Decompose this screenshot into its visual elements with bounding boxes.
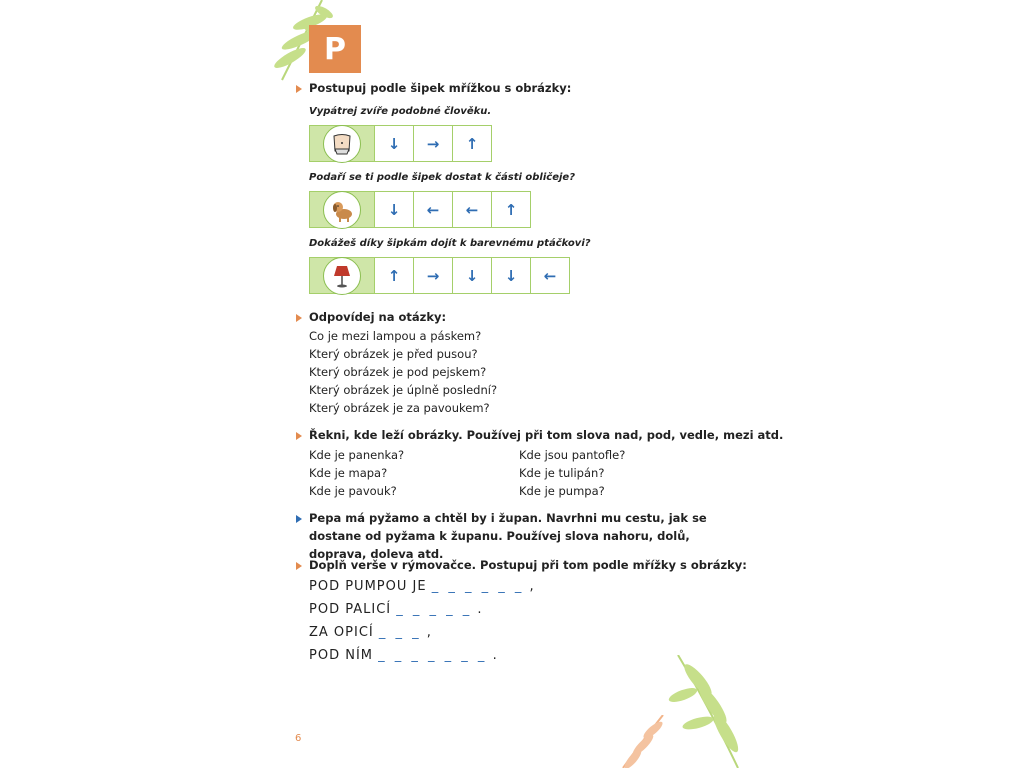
leaf-bottom-orange-icon [618,715,668,768]
rhyme-end: , [529,579,535,594]
arrow-cell: ↑ [491,191,531,228]
picture-cell [309,257,375,294]
question-line: Který obrázek je úplně poslední? [309,383,498,397]
arrow-cell: ↓ [374,191,414,228]
bullet-icon [296,562,302,570]
question-line: Který obrázek je za pavoukem? [309,401,490,415]
rhyme-text: POD NÍM [309,648,373,663]
bullet-icon [296,432,302,440]
rhyme-end: . [477,602,483,617]
section4-text: Pepa má pyžamo a chtěl by i župan. Navrhni mu cestu, jak se dostane od pyžama k županu. Používej slova nahoru, dolů, doprava, doleva atd. [309,511,707,561]
belly-button-icon [323,125,361,163]
question-line: Který obrázek je pod pejskem? [309,365,487,379]
rhyme-line [309,579,535,594]
arrow-cell: ↓ [374,125,414,162]
left-question: Kde je pavouk? [309,484,397,498]
task1-question: Vypátrej zvíře podobné člověku. [309,106,492,117]
left-question: Kde je panenka? [309,448,405,462]
bullet-icon [296,314,302,322]
rhyme-blank[interactable]: _ _ _ [378,625,422,640]
lamp-icon [323,257,361,295]
picture-cell [309,125,375,162]
question-line: Co je mezi lampou a páskem? [309,329,482,343]
rhyme-end: , [426,625,432,640]
rhyme-line [309,602,483,617]
task3-question: Dokážeš díky šipkám dojít k barevnému ptáčkovi? [309,238,591,249]
rhyme-text: POD PUMPOU JE [309,579,427,594]
left-question: Kde je mapa? [309,466,388,480]
section2-heading: Odpovídej na otázky: [309,310,447,324]
section-badge: P [309,25,361,73]
rhyme-text: ZA OPICÍ [309,625,374,640]
arrow-cell: ← [413,191,453,228]
arrow-cell: ↓ [452,257,492,294]
right-question: Kde je tulipán? [519,466,605,480]
section3-heading: Řekni, kde leží obrázky. Používej při tom slova nad, pod, vedle, mezi atd. [309,428,784,442]
bullet-icon [296,85,302,93]
arrow-grid-3 [309,257,570,294]
task2-question: Podaří se ti podle šipek dostat k části obličeje? [309,172,576,183]
picture-cell [309,191,375,228]
dog-icon [323,191,361,229]
section5-heading: Doplň verše v rýmovačce. Postupuj při tom podle mřížky s obrázky: [309,558,747,572]
question-line: Který obrázek je před pusou? [309,347,478,361]
arrow-cell: ← [452,191,492,228]
section1-heading: Postupuj podle šipek mřížkou s obrázky: [309,81,572,95]
arrow-cell: ↑ [374,257,414,294]
arrow-cell: ↓ [491,257,531,294]
arrow-grid-2 [309,191,531,228]
rhyme-end: . [492,648,498,663]
rhyme-line [309,648,498,663]
rhyme-line [309,625,432,640]
arrow-cell: → [413,125,453,162]
right-question: Kde jsou pantofle? [519,448,626,462]
arrow-cell: → [413,257,453,294]
rhyme-blank[interactable]: _ _ _ _ _ _ [431,579,525,594]
arrow-cell: ↑ [452,125,492,162]
arrow-cell: ← [530,257,570,294]
leaf-bottom-green-icon [668,655,748,768]
page-number: 6 [295,733,302,744]
rhyme-blank[interactable]: _ _ _ _ _ [396,602,473,617]
rhyme-text: POD PALICÍ [309,602,392,617]
arrow-grid-1 [309,125,492,162]
right-question: Kde je pumpa? [519,484,605,498]
bullet-icon [296,515,302,523]
rhyme-blank[interactable]: _ _ _ _ _ _ _ [378,648,488,663]
